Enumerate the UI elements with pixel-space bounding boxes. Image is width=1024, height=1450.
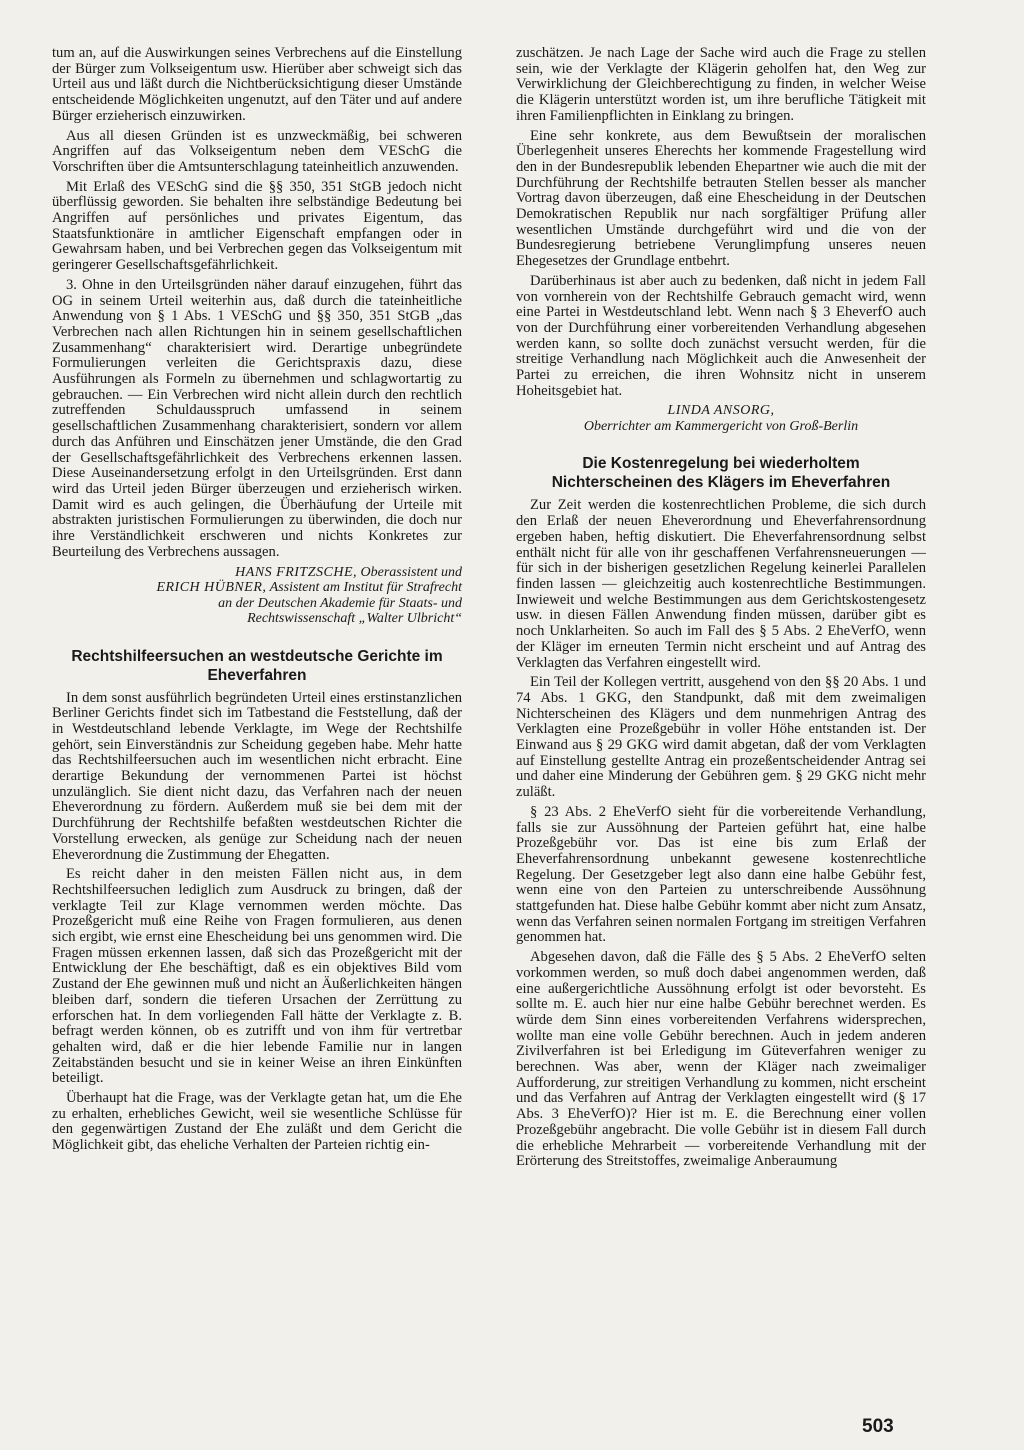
right-column [516,46,926,1174]
author-affiliation: an der Deutschen Akademie für Staats- und [218,595,462,611]
paragraph: zuschätzen. Je nach Lage der Sache wird auch die Frage zu stellen sein, wie der Verklagte der Klägerin geholfen hat, den Weg zur Verwirklichung der Gleichberechtigung zu finden, in welcher Weise die Klägerin unterstützt worden ist, um ihre berufliche Tätigkeit mit ihren Familienpflichten in Einklang zu bringen. [516,45,926,124]
paragraph: Zur Zeit werden die kostenrechtlichen Probleme, die sich durch den Erlaß der neuen Eheverordnung und Eheverfahrensordnung ergeben haben, heftig diskutiert. Die Eheverfahrensordnung selbst enthält nicht für alle von ihr geschaffenen Verfahrensneuerungen — für sich in der bisherigen gesetzlichen Regelung keinerlei Parallelen finden lassen — gleichzeitig auch kostenrechtliche Bestimmungen. Inwieweit und welche Bestimmungen aus dem Gerichtskostengesetz usw. in diesen Fällen Anwendung finden müssen, darüber gibt es noch Unklarheiten. So auch im Fall des § 5 Abs. 2 EheVerfO, wenn der Kläger im erneuten Termin nicht erscheint und auf Antrag des Verklagten das Verfahren eingestellt wird. [516,497,926,671]
article-heading: Rechtshilfeersuchen an westdeutsche Gerichte im Eheverfahren [71,647,443,684]
author-name: HANS FRITZSCHE, [235,564,357,580]
paragraph: In dem sonst ausführlich begründeten Urteil eines erstinstanzlichen Berliner Gerichts findet sich im Tatbestand die Feststellung, daß der in Westdeutschland lebende Verklagte, im Wege der Rechtshilfe gehört, sein Einverständnis zur Scheidung gegeben habe. Mehr hatte das Rechtshilfeersuchen auch im wesentlichen nicht erbracht. Eine derartige Bekundung der vernommenen Partei ist höchst unzulänglich. Sie dient nicht dazu, das Verfahren nach der neuen Eheverordnung zu fördern. Außerdem muß sie bei dem mit der Durchführung der Rechtshilfe befaßten westdeutschen Richter die Vorstellung erwecken, als genüge zur Scheidung nach der neuen Eheverordnung die Zustimmung der Ehegatten. [52,689,462,863]
paragraph: Aus all diesen Gründen ist es unzweckmäßig, bei schweren Angriffen auf das Volkseigentum neben dem VESchG die Vorschriften über die Amtsunterschlagung tateinheitlich anzuwenden. [52,127,462,175]
paragraph: Ein Teil der Kollegen vertritt, ausgehend von den §§ 20 Abs. 1 und 74 Abs. 1 GKG, den Standpunkt, daß mit dem zweimaligen Nichterscheinen des Klägers und dem nunmehrigen Antrag des Verklagten eine Prozeßgebühr in voller Höhe entstanden ist. Der Einwand aus § 29 GKG wird damit abgetan, daß der vom Verklagten auf Einstellung gestellte Antrag ein prozeßentscheidender Antrag sei und daher eine Minderung der Gebühren gem. § 29 GKG nicht mehr zuläßt. [516,674,926,801]
author-role: Oberrichter am Kammergericht von Groß-Berlin [583,418,859,434]
paragraph: § 23 Abs. 2 EheVerfO sieht für die vorbereitende Verhandlung, falls sie zur Aussöhnung der Parteien geführt hat, eine halbe Prozeßgebühr vor. Das ist eine bis zum Erlaß der Eheverfahrensordnung unbekannt gewesene kostenrechtliche Regelung. Der Gesetzgeber legt also dann eine halbe Gebühr fest, wenn eine von den Parteien zu unterschreibende Aussöhnung stattgefunden hat. Diese halbe Gebühr kommt aber nicht zum Ansatz, wenn das Verfahren seinen normalen Fortgang im streitigen Verfahren genommen hat. [516,803,926,946]
paragraph: Abgesehen davon, daß die Fälle des § 5 Abs. 2 EheVerfO selten vorkommen werden, so muß doch dabei angenommen werden, daß eine außergerichtliche Aussöhnung erfolgt ist oder bevorsteht. Es sollte m. E. auch hier nur eine halbe Gebühr berechnet werden. Es würde dem Sinn eines vorbereitenden Verfahrens widersprechen, wollte man eine volle Gebühr berechnen. Auch in jedem anderen Zivilverfahren ist bei Erledigung im Güteverfahren weniger zu berechnen. Was aber, wenn der Kläger nach zweimaliger Aufforderung, zur streitigen Verhandlung zu kommen, nicht erscheint und das Verfahren auf Antrag der Verklagten eingestellt wird (§ 17 Abs. 3 EheVerfO)? Hier ist m. E. die Berechnung einer vollen Prozeßgebühr angebracht. Die volle Gebühr ist in diesem Fall durch die erhebliche Mehrarbeit — vorbereitende Verhandlung mit der Erörterung des Streitstoffes, zweimalige Anberaumung [516,949,926,1170]
paragraph: tum an, auf die Auswirkungen seines Verbrechens auf die Einstellung der Bürger zum Volkseigentum usw. Hierüber aber schweigt sich das Urteil aus und läßt durch die Nichtberücksichtigung dieser Umstände entscheidende Möglichkeiten ungenutzt, auf den Täter und auf andere Bürger erzieherisch einzuwirken. [52,45,462,124]
paragraph: Darüberhinaus ist aber auch zu bedenken, daß nicht in jedem Fall von vornherein von der Rechtshilfe Gebrauch gemacht wird, wenn eine Partei in Westdeutschland lebt. Wenn nach § 3 EheverfO auch von der Durchführung einer vorbereitenden Verhandlung abgesehen werden kann, so sollte doch zunächst versucht werden, für die streitige Verhandlung nach Möglichkeit auch die Anwesenheit der Partei zu erreichen, die ihren Wohnsitz nicht in unserem Hoheitsgebiet hat. [516,272,926,399]
author-role: Oberassistent und [360,564,462,580]
paragraph: Es reicht daher in den meisten Fällen nicht aus, in dem Rechtshilfeersuchen lediglich zum Ausdruck zu bringen, daß der verklagte Teil zur Klage vernommen werden möchte. Das Prozeßgericht muß eine Reihe von Fragen formulieren, aus denen sich ergibt, wie ernst eine Ehescheidung bei uns genommen wird. Die Fragen müssen erkennen lassen, daß sich das Prozeßgericht mit der Entwicklung der Ehe beschäftigt, daß es ein objektives Bild vom Zustand der Ehe gewinnen muß und nicht an Äußerlichkeiten hängen bleiben darf, sondern die tieferen Ursachen der Zerrüttung zu erforschen hat. In dem vorliegenden Fall hätte der Verklagte z. B. befragt werden können, ob es zutrifft und von ihm für vertretbar gehalten wird, daß er die hier lebende Familie nur in langen Zeitabständen besucht und sie in keiner Weise an ihren Einkünften beteiligt. [52,866,462,1087]
paragraph: Mit Erlaß des VESchG sind die §§ 350, 351 StGB jedoch nicht überflüssig geworden. Sie behalten ihre selbständige Bedeutung bei Angriffen auf persönliches und privates Eigentum, das Staatsfunktionäre in amtlicher Eigenschaft empfangen oder in Gewahrsam haben, und bei Verbrechen gegen das Volkseigentum mit geringerer Gesellschaftsgefährlichkeit. [52,178,462,274]
paragraph: Eine sehr konkrete, aus dem Bewußtsein der moralischen Überlegenheit unseres Eherechts her kommende Fragestellung wird den in der Bundesrepublik lebenden Ehepartner wie auch die mit der Durchführung der Rechtshilfe betrauten Stellen besser als mancher Vortrag davon überzeugen, daß eine Ehescheidung in der Deutschen Demokratischen Republik nur nach sorgfältiger Prüfung aller wesentlichen Umstände durchgeführt wird und die von der Bundesregierung betriebene Verunglimpfung unseres neuen Ehegesetzes der Grundlage entbehrt. [516,127,926,270]
author-role: Assistent am Institut für Strafrecht [269,580,462,595]
page-number: 503 [862,1416,894,1437]
left-column [52,46,462,1158]
author-affiliation: Rechtswissenschaft „Walter Ulbricht“ [247,611,462,626]
author-signature [516,403,926,434]
article-heading: Die Kostenregelung bei wiederholtem Nichterscheinen des Klägers im Eheverfahren [551,455,891,492]
author-name: LINDA ANSORG, [667,403,775,419]
author-signature [52,565,462,627]
paragraph: 3. Ohne in den Urteilsgründen näher darauf einzugehen, führt das OG in seinem Urteil weiterhin aus, daß durch die tateinheitliche Anwendung von § 1 Abs. 1 VESchG und §§ 350, 351 StGB „das Verbrechen nach allen Richtungen hin in seinem gesellschaftlichen Zusammenhang“ charakterisiert wird. Derartige unbegründete Formulierungen verleiten die Gerichtspraxis dazu, diese Ausführungen als Formeln zu übernehmen und schlagwortartig zu gebrauchen. — Ein Verbrechen wird nicht allein durch den rechtlich zutreffenden Schuldausspruch umfassend in seinem gesellschaftlichen Zusammenhang charakterisiert, sondern vor allem durch das Anführen und Einschätzen jener Umstände, die den Grad der Gesellschaftsgefährlichkeit des Verbrechens erkennen lassen. Diese Auseinandersetzung erfolgt in den Urteilsgründen. Erst dann wird das Urteil jeden Bürger überzeugen und erzieherisch wirken. Damit wird es auch gelingen, die Überhäufung der Urteile mit abstrakten juristischen Formulierungen zu überwinden, die doch nur ihre Verständlichkeit erschweren und nichts Konkretes zur Beurteilung des Verbrechens aussagen. [52,276,462,560]
paragraph: Überhaupt hat die Frage, was der Verklagte getan hat, um die Ehe zu erhalten, erhebliches Gewicht, weil sie wesentliche Schlüsse für den gegenwärtigen Zustand der Ehe zuläßt und dem Gericht die Möglichkeit gibt, das eheliche Verhalten der Parteien richtig ein- [52,1090,462,1154]
author-name: ERICH HÜBNER, [156,580,267,595]
